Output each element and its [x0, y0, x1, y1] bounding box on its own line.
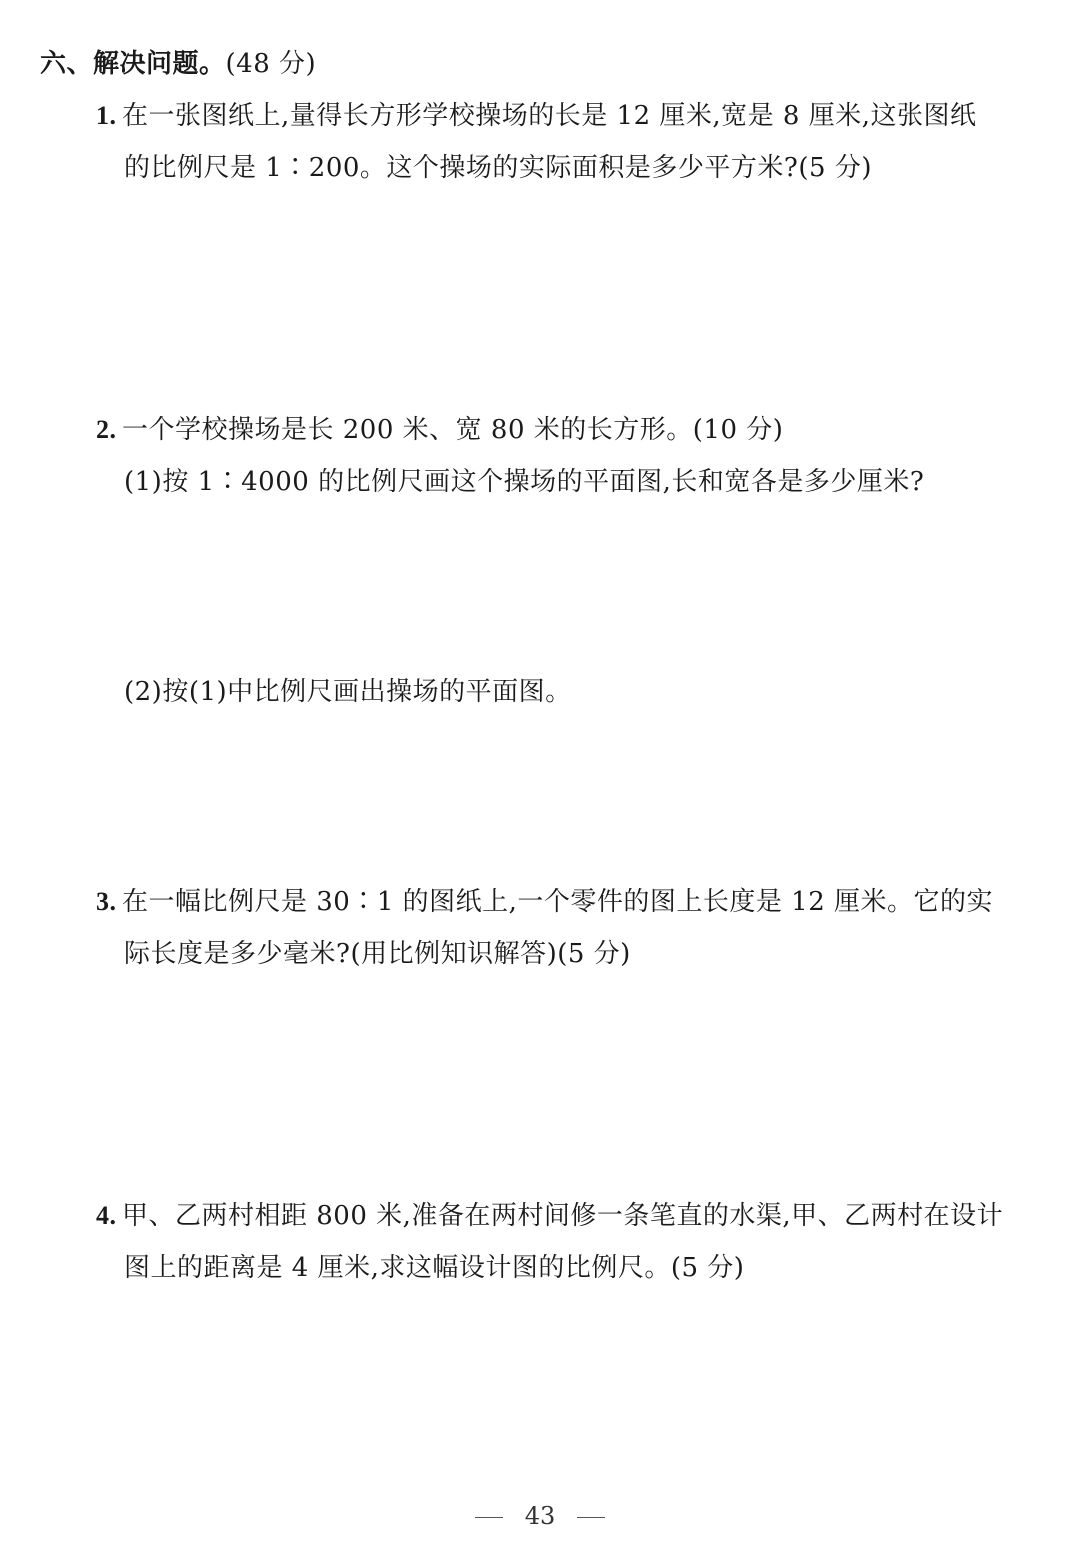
question-text: 在一幅比例尺是 30∶1 的图纸上,一个零件的图上长度是 12 厘米。它的实: [122, 887, 994, 917]
question-number: 4.: [96, 1201, 117, 1230]
question-4-line-2: 图上的距离是 4 厘米,求这幅设计图的比例尺。(5 分): [124, 1253, 745, 1283]
left-dash: [475, 1517, 503, 1518]
question-2-subpart-2: (2)按(1)中比例尺画出操场的平面图。: [124, 677, 572, 707]
question-number: 3.: [96, 887, 117, 916]
question-text: 甲、乙两村相距 800 米,准备在两村间修一条笔直的水渠,甲、乙两村在设计: [122, 1201, 1004, 1231]
question-number: 2.: [96, 415, 117, 444]
page-number: 43: [524, 1502, 556, 1530]
question-3-line-1: [96, 886, 993, 918]
question-number: 1.: [96, 101, 117, 130]
section-score: (48 分): [225, 49, 317, 79]
question-text: 在一张图纸上,量得长方形学校操场的长是 12 厘米,宽是 8 厘米,这张图纸: [122, 101, 977, 131]
right-dash: [577, 1517, 605, 1518]
question-4-line-1: [96, 1200, 1003, 1232]
page-footer: [0, 1500, 1080, 1532]
question-2-line-1: [96, 414, 783, 446]
question-2-subpart-1: (1)按 1∶4000 的比例尺画这个操场的平面图,长和宽各是多少厘米?: [124, 467, 925, 497]
question-3-line-2: 际长度是多少毫米?(用比例知识解答)(5 分): [124, 939, 631, 969]
question-text: 一个学校操场是长 200 米、宽 80 米的长方形。(10 分): [122, 415, 784, 445]
section-title: 六、解决问题。: [40, 49, 226, 79]
section-heading: [40, 48, 316, 80]
question-1-line-1: [96, 100, 976, 132]
question-1-line-2: 的比例尺是 1∶200。这个操场的实际面积是多少平方米?(5 分): [124, 153, 872, 183]
